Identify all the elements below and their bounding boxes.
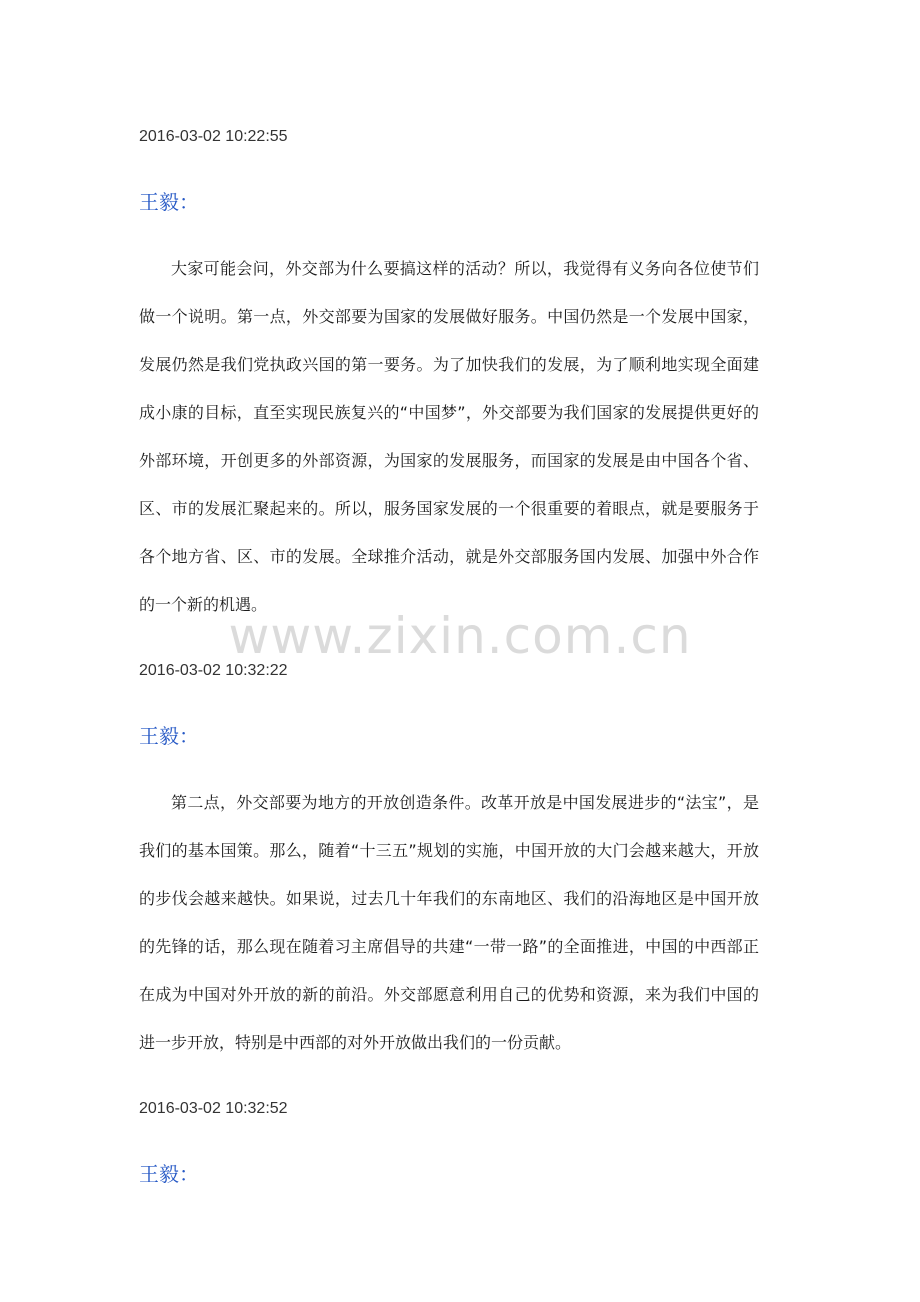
entry-timestamp: 2016-03-02 10:32:22 [139, 662, 288, 679]
entry-timestamp: 2016-03-02 10:22:55 [139, 128, 288, 145]
speaker-label: 王毅： [139, 190, 199, 214]
speaker-label: 王毅： [139, 724, 199, 748]
speaker-label: 王毅： [139, 1162, 199, 1186]
speech-paragraph: 第二点，外交部要为地方的开放创造条件。改革开放是中国发展进步的“法宝”，是我们的基本国策。那么，随着“十三五”规划的实施，中国开放的大门会越来越大，开放的步伐会越来越快。如果说，过去几十年我们的东南地区、我们的沿海地区是中国开放的先锋的话，那么现在随着习主席倡导的共建“一带一路”的全面推进，中国的中西部正在成为中国对外开放的新的前沿。外交部愿意利用自己的优势和资源，来为我们中国的进一步开放，特别是中西部的对外开放做出我们的一份贡献。 [139, 793, 759, 1052]
speech-paragraph: 大家可能会问，外交部为什么要搞这样的活动？所以，我觉得有义务向各位使节们做一个说明。第一点，外交部要为国家的发展做好服务。中国仍然是一个发展中国家，发展仍然是我们党执政兴国的第一要务。为了加快我们的发展，为了顺利地实现全面建成小康的目标，直至实现民族复兴的“中国梦”，外交部要为我们国家的发展提供更好的外部环境，开创更多的外部资源，为国家的发展服务，而国家的发展是由中国各个省、区、市的发展汇聚起来的。所以，服务国家发展的一个很重要的着眼点，就是要服务于各个地方省、区、市的发展。全球推介活动，就是外交部服务国内发展、加强中外合作的一个新的机遇。 [139, 259, 759, 614]
watermark: www.zixin.com.cn [228, 607, 692, 665]
entry-timestamp: 2016-03-02 10:32:52 [139, 1100, 288, 1117]
